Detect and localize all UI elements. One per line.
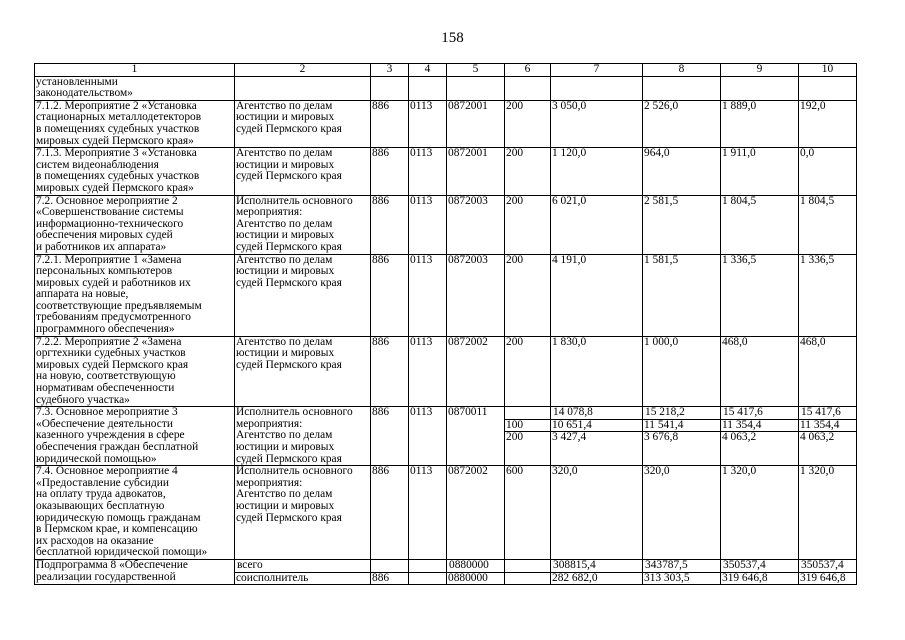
expense-type-cell: 600 bbox=[505, 466, 551, 560]
cell-line: 200 bbox=[505, 431, 550, 444]
amount-col9-cell bbox=[721, 407, 799, 466]
col-header: 3 bbox=[371, 64, 409, 77]
amount-col8-cell: 320,0 bbox=[643, 466, 721, 560]
cell-line: 4 063,2 bbox=[799, 431, 856, 444]
col-header: 5 bbox=[447, 64, 505, 77]
cell-line: всего bbox=[237, 559, 263, 571]
target-code-cell: 0872002 bbox=[447, 466, 505, 560]
event-name-cell: 7.4. Основное мероприятие 4 «Предоставление субсидии на оплату труда адвокатов, оказывающих бесплатную юридическую помощь гражданам в Пермском крае, и компенсацию их расходов на оказание бесплатной юридической помощи» bbox=[35, 466, 235, 560]
event-name-cell: 7.3. Основное мероприятие 3 «Обеспечение деятельности казенного учреждения в сфере обеспечения граждан бесплатной юридической помощью» bbox=[35, 407, 235, 466]
section-code-cell: 0113 bbox=[409, 148, 447, 195]
gp-code-cell: 886 bbox=[371, 336, 409, 407]
executor-cell: Агентство по делам юстиции и мировых судей Пермского края bbox=[235, 254, 371, 336]
event-name-cell: 7.1.3. Мероприятие 3 «Установка систем видеонаблюдения в помещениях судебных участков мировых судей Пермского края» bbox=[35, 148, 235, 195]
amount-col8-cell: 2 581,5 bbox=[643, 195, 721, 254]
table-row bbox=[35, 559, 857, 584]
amount-col9-cell bbox=[721, 76, 799, 100]
table-row bbox=[35, 76, 857, 100]
col-header: 6 bbox=[505, 64, 551, 77]
cell-line: 15 417,6 bbox=[723, 406, 763, 419]
gp-code-cell bbox=[371, 559, 409, 584]
amount-col9-cell bbox=[721, 559, 799, 584]
gp-code-cell: 886 bbox=[371, 100, 409, 147]
amount-col7-cell bbox=[551, 559, 643, 584]
table-row bbox=[35, 148, 857, 195]
section-code-cell: 0113 bbox=[409, 100, 447, 147]
col-header: 4 bbox=[409, 64, 447, 77]
executor-cell: Исполнитель основного мероприятия: Агентство по делам юстиции и мировых судей Пермского края bbox=[235, 466, 371, 560]
amount-col8-cell bbox=[643, 76, 721, 100]
section-code-cell: 0113 bbox=[409, 407, 447, 466]
expense-type-cell bbox=[505, 407, 551, 466]
amount-col9-cell: 1 804,5 bbox=[721, 195, 799, 254]
amount-col7-cell bbox=[551, 407, 643, 466]
amount-col8-cell bbox=[643, 559, 721, 584]
amount-col10-cell bbox=[799, 76, 857, 100]
cell-line: 350537,4 bbox=[723, 559, 766, 571]
amount-col10-cell: 1 320,0 bbox=[799, 466, 857, 560]
amount-col10-cell: 468,0 bbox=[799, 336, 857, 407]
target-code-cell bbox=[447, 559, 505, 584]
table-row bbox=[35, 407, 857, 466]
target-code-cell: 0872003 bbox=[447, 195, 505, 254]
cell-line: соисполнитель bbox=[235, 572, 370, 585]
cell-line bbox=[506, 407, 549, 419]
cell-line bbox=[506, 560, 549, 572]
cell-line: 319 646,8 bbox=[721, 572, 798, 585]
col-header: 2 bbox=[235, 64, 371, 77]
section-code-cell bbox=[409, 76, 447, 100]
amount-col10-cell: 1 804,5 bbox=[799, 195, 857, 254]
event-name-cell: Подпрограмма 8 «Обеспечение реализации государственной bbox=[35, 559, 235, 584]
section-code-cell: 0113 bbox=[409, 195, 447, 254]
amount-col10-cell: 1 336,5 bbox=[799, 254, 857, 336]
table-row bbox=[35, 336, 857, 407]
gp-code-cell: 886 bbox=[371, 407, 409, 466]
amount-col10-cell bbox=[799, 407, 857, 466]
cell-line: 10 651,4 bbox=[551, 419, 642, 432]
expense-type-cell: 200 bbox=[505, 336, 551, 407]
col-header: 1 bbox=[35, 64, 235, 77]
target-code-cell: 0872003 bbox=[447, 254, 505, 336]
executor-cell: Агентство по делам юстиции и мировых судей Пермского края bbox=[235, 100, 371, 147]
section-code-cell bbox=[409, 559, 447, 584]
cell-line: 11 354,4 bbox=[799, 419, 856, 432]
amount-col8-cell: 2 526,0 bbox=[643, 100, 721, 147]
cell-line: 0880000 bbox=[447, 572, 504, 585]
expense-type-cell bbox=[505, 76, 551, 100]
target-code-cell bbox=[447, 76, 505, 100]
executor-cell: Исполнитель основного мероприятия: Агентство по делам юстиции и мировых судей Пермского края bbox=[235, 195, 371, 254]
amount-col7-cell: 6 021,0 bbox=[551, 195, 643, 254]
cell-line: 3 427,4 bbox=[551, 431, 642, 444]
gp-code-cell bbox=[371, 76, 409, 100]
amount-col9-cell: 1 889,0 bbox=[721, 100, 799, 147]
cell-line bbox=[372, 560, 407, 572]
expense-type-cell: 200 bbox=[505, 254, 551, 336]
expense-type-cell: 200 bbox=[505, 148, 551, 195]
cell-line: 4 063,2 bbox=[721, 431, 798, 444]
amount-col8-cell: 964,0 bbox=[643, 148, 721, 195]
event-name-cell: 7.2.1. Мероприятие 1 «Замена персональных компьютеров мировых судей и работников их аппарата на новые, соответствующие предъявляемым требованиям предусмотренного программного обеспечения» bbox=[35, 254, 235, 336]
cell-line: 343787,5 bbox=[645, 559, 688, 571]
budget-table bbox=[34, 63, 857, 585]
section-code-cell: 0113 bbox=[409, 254, 447, 336]
cell-line: 100 bbox=[505, 419, 550, 432]
col-header: 8 bbox=[643, 64, 721, 77]
target-code-cell: 0870011 bbox=[447, 407, 505, 466]
table-row bbox=[35, 466, 857, 560]
amount-col8-cell: 1 581,5 bbox=[643, 254, 721, 336]
event-name-cell: 7.1.2. Мероприятие 2 «Установка стационарных металлодетекторов в помещениях судебных участков мировых судей Пермского края» bbox=[35, 100, 235, 147]
amount-col7-cell: 3 050,0 bbox=[551, 100, 643, 147]
cell-line bbox=[409, 572, 446, 585]
col-header: 7 bbox=[551, 64, 643, 77]
gp-code-cell: 886 bbox=[371, 195, 409, 254]
executor-cell bbox=[235, 76, 371, 100]
amount-col7-cell: 1 830,0 bbox=[551, 336, 643, 407]
amount-col9-cell: 1 911,0 bbox=[721, 148, 799, 195]
executor-cell bbox=[235, 559, 371, 584]
cell-line: 350537,4 bbox=[801, 559, 844, 571]
cell-line: 15 417,6 bbox=[801, 406, 841, 419]
expense-type-cell: 200 bbox=[505, 100, 551, 147]
target-code-cell: 0872001 bbox=[447, 100, 505, 147]
amount-col7-cell: 1 120,0 bbox=[551, 148, 643, 195]
cell-line: 313 303,5 bbox=[643, 572, 720, 585]
expense-type-cell bbox=[505, 559, 551, 584]
gp-code-cell: 886 bbox=[371, 148, 409, 195]
gp-code-cell: 886 bbox=[371, 466, 409, 560]
target-code-cell: 0872001 bbox=[447, 148, 505, 195]
amount-col7-cell: 320,0 bbox=[551, 466, 643, 560]
amount-col10-cell bbox=[799, 559, 857, 584]
table-row bbox=[35, 100, 857, 147]
amount-col9-cell: 1 336,5 bbox=[721, 254, 799, 336]
amount-col9-cell: 468,0 bbox=[721, 336, 799, 407]
cell-line: 0880000 bbox=[449, 559, 489, 571]
event-name-cell: 7.2. Основное мероприятие 2 «Совершенствование системы информационно-технического обеспечения мировых судей и работников их аппарата» bbox=[35, 195, 235, 254]
cell-line: 319 646,8 bbox=[799, 572, 856, 585]
expense-type-cell: 200 bbox=[505, 195, 551, 254]
gp-code-cell: 886 bbox=[371, 254, 409, 336]
amount-col10-cell: 192,0 bbox=[799, 100, 857, 147]
col-header: 10 bbox=[799, 64, 857, 77]
section-code-cell: 0113 bbox=[409, 466, 447, 560]
amount-col7-cell: 4 191,0 bbox=[551, 254, 643, 336]
executor-cell: Исполнитель основного мероприятия: Агентство по делам юстиции и мировых судей Пермского края bbox=[235, 407, 371, 466]
cell-line: 14 078,8 bbox=[553, 406, 593, 419]
executor-cell: Агентство по делам юстиции и мировых судей Пермского края bbox=[235, 336, 371, 407]
target-code-cell: 0872002 bbox=[447, 336, 505, 407]
cell-line: 886 bbox=[371, 572, 408, 585]
event-name-cell: установленными законодательством» bbox=[35, 76, 235, 100]
amount-col7-cell bbox=[551, 76, 643, 100]
cell-line: 282 682,0 bbox=[551, 572, 642, 585]
table-row bbox=[35, 254, 857, 336]
cell-line: 11 541,4 bbox=[643, 419, 720, 432]
col-header: 9 bbox=[721, 64, 799, 77]
section-code-cell: 0113 bbox=[409, 336, 447, 407]
amount-col10-cell: 0,0 bbox=[799, 148, 857, 195]
cell-line: 11 354,4 bbox=[721, 419, 798, 432]
cell-line bbox=[505, 572, 550, 585]
cell-line bbox=[410, 560, 445, 572]
cell-line: 308815,4 bbox=[553, 559, 596, 571]
cell-line: 15 218,2 bbox=[645, 406, 685, 419]
executor-cell: Агентство по делам юстиции и мировых судей Пермского края bbox=[235, 148, 371, 195]
page-number: 158 bbox=[441, 30, 464, 46]
amount-col8-cell bbox=[643, 407, 721, 466]
event-name-cell: 7.2.2. Мероприятие 2 «Замена оргтехники судебных участков мировых судей Пермского края на новую, соответствующую нормативам обеспеченности судебного участка» bbox=[35, 336, 235, 407]
cell-line: 3 676,8 bbox=[643, 431, 720, 444]
header-row bbox=[35, 64, 857, 77]
amount-col9-cell: 1 320,0 bbox=[721, 466, 799, 560]
table-row bbox=[35, 195, 857, 254]
amount-col8-cell: 1 000,0 bbox=[643, 336, 721, 407]
